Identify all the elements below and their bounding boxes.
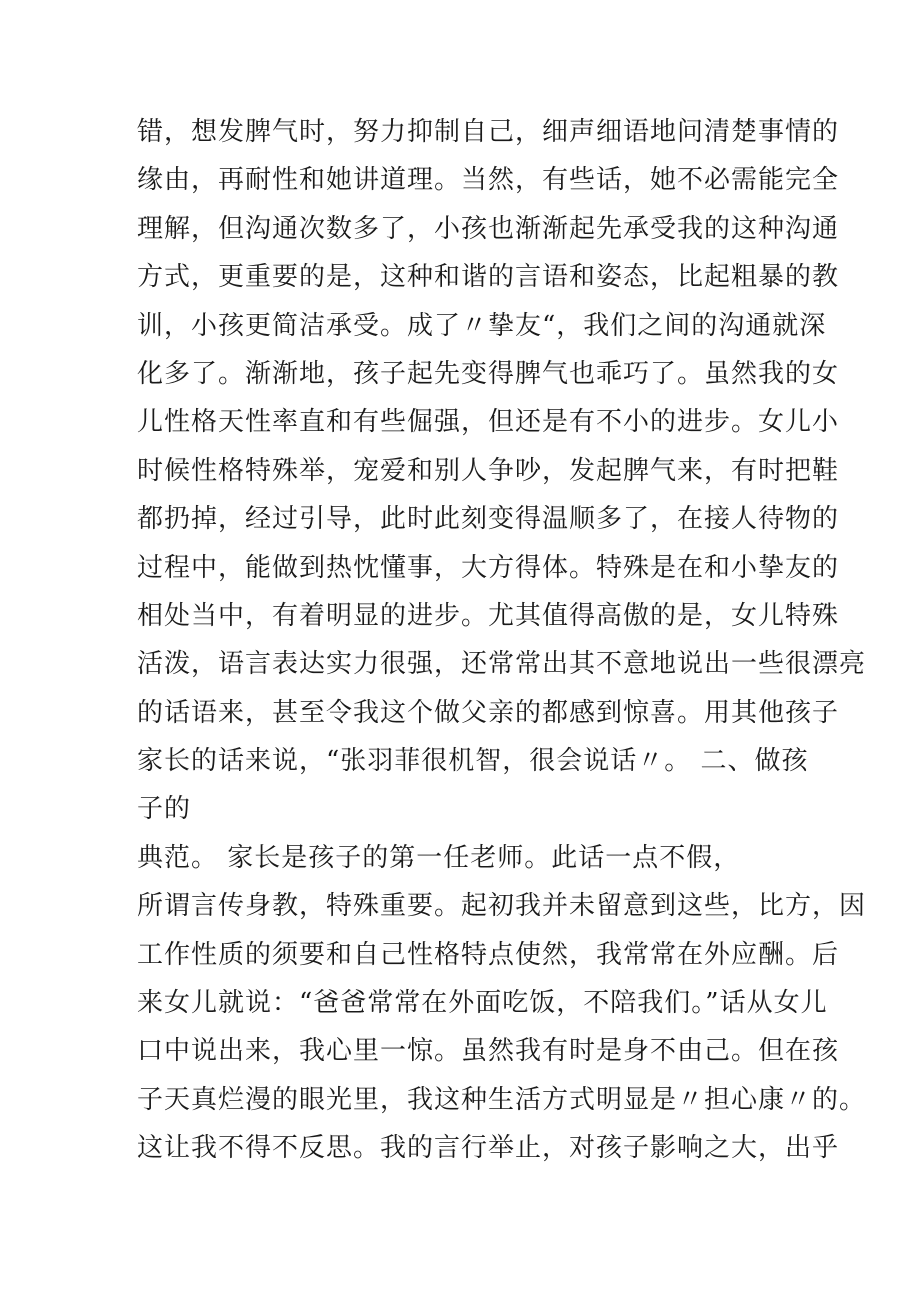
text-line: 理解，但沟通次数多了，小孩也渐渐起先承受我的这种沟通 [137,213,840,244]
text-line: 时候性格特殊举，宠爱和别人争吵，发起脾气来，有时把鞋 [137,455,840,486]
text-line: 的话语来，甚至令我这个做父亲的都感到惊喜。用其他孩子 [137,697,840,728]
text-line: 工作性质的须要和自己性格特点使然，我常常在外应酬。后 [137,939,840,970]
text-line: 这让我不得不反思。我的言行举止，对孩子影响之大，出乎 [137,1133,840,1164]
text-line: 子的 [137,794,192,825]
text-line: 子天真烂漫的眼光里，我这种生活方式明显是〃担心康〃的。 [137,1084,867,1115]
text-line: 化多了。渐渐地，孩子起先变得脾气也乖巧了。虽然我的女 [137,358,840,389]
text-line: 所谓言传身教，特殊重要。起初我并未留意到这些，比方，因 [137,891,867,922]
text-line: 来女儿就说：“爸爸常常在外面吃饭，不陪我们。”话从女儿 [137,988,828,1019]
text-line: 错，想发脾气时，努力抑制自己，细声细语地问清楚事情的 [137,117,840,147]
text-line: 方式，更重要的是，这种和谐的言语和姿态，比起粗暴的教 [137,262,840,293]
text-line: 家长的话来说，“张羽菲很机智，很会说话〃。 二、做孩 [137,746,809,777]
text-line: 缘由，再耐性和她讲道理。当然，有些话，她不必需能完全 [137,165,840,196]
text-line: 儿性格天性率直和有些倔强，但还是有不小的进步。女儿小 [137,407,840,438]
text-line: 相处当中，有着明显的进步。尤其值得高傲的是，女儿特殊 [137,600,840,631]
text-line: 活泼，语言表达实力很强，还常常出其不意地说出一些很漂亮 [137,649,867,680]
text-line: 口中说出来，我心里一惊。虽然我有时是身不由己。但在孩 [137,1036,840,1067]
body-text [137,108,867,1173]
text-line: 训，小孩更简洁承受。成了〃挚友“，我们之间的沟通就深 [137,310,827,341]
text-line: 都扔掉，经过引导，此时此刻变得温顺多了，在接人待物的 [137,504,840,535]
text-line: 典范。 家长是孩子的第一任老师。此话一点不假， [137,842,741,873]
text-line: 过程中，能做到热忱懂事，大方得体。特殊是在和小挚友的 [137,552,840,583]
